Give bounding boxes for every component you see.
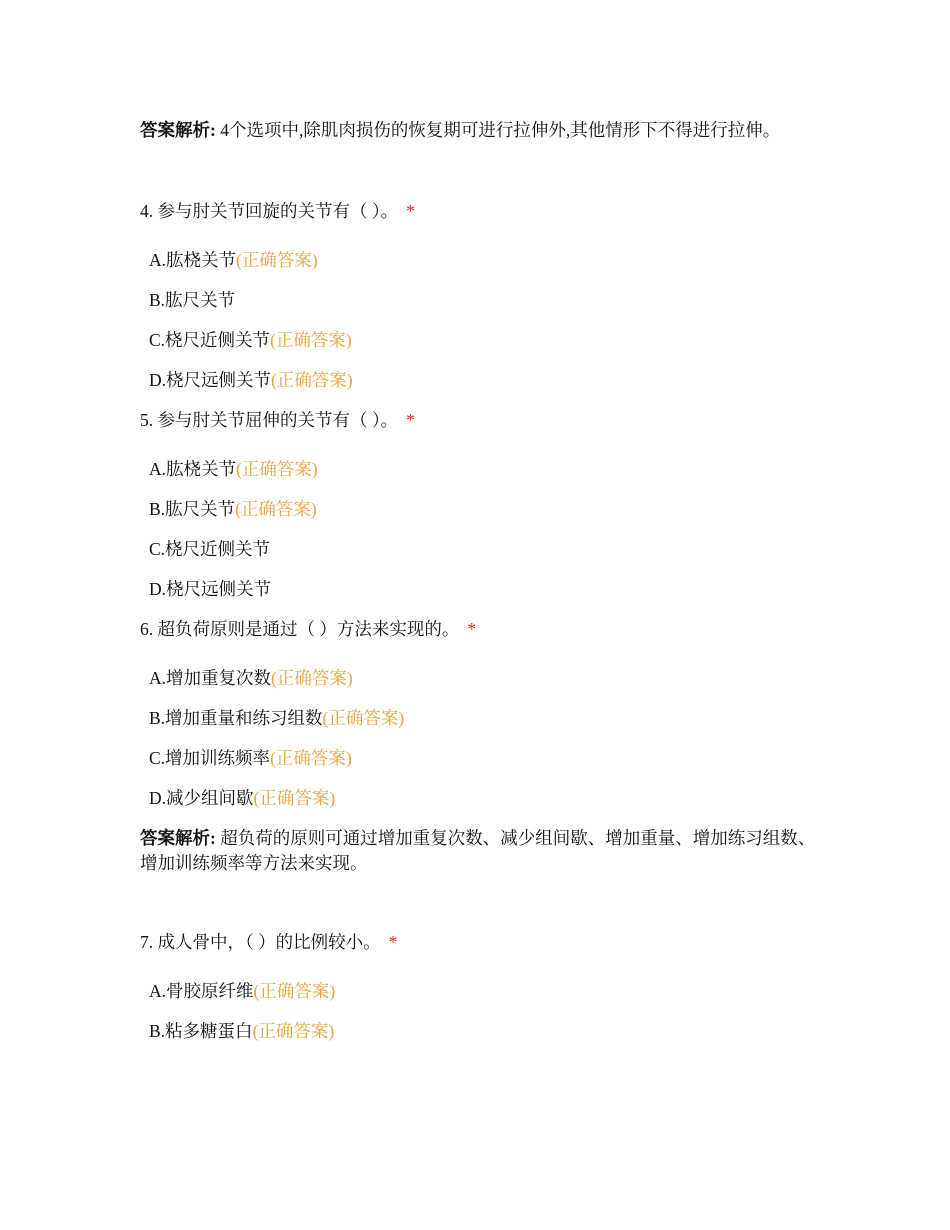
correct-answer-tag: (正确答案)	[253, 788, 336, 808]
analysis-text: 4个选项中,除肌肉损伤的恢复期可进行拉伸外,其他情形下不得进行拉伸。	[220, 120, 781, 140]
option-a	[149, 979, 820, 1019]
question-text: 5. 参与肘关节屈伸的关节有（ ）。	[140, 410, 399, 430]
question-5	[140, 408, 820, 617]
correct-answer-tag: (正确答案)	[270, 330, 352, 350]
answer-analysis-q3	[140, 118, 820, 143]
option-text: B.肱尺关节	[149, 499, 236, 519]
option-a	[149, 666, 820, 706]
option-text: B.肱尺关节	[149, 290, 236, 310]
correct-answer-tag: (正确答案)	[236, 250, 318, 270]
correct-answer-tag: (正确答案)	[271, 370, 353, 390]
option-text: A.骨胶原纤维	[149, 981, 254, 1001]
question-title	[140, 199, 820, 223]
option-b	[149, 1019, 820, 1059]
option-b	[149, 497, 820, 537]
option-c	[149, 746, 820, 786]
question-7	[140, 930, 820, 1059]
option-d	[149, 577, 820, 617]
question-text: 6. 超负荷原则是通过（ ）方法来实现的。	[140, 619, 460, 639]
question-title	[140, 617, 820, 641]
option-c	[149, 537, 820, 577]
required-mark: *	[406, 410, 415, 430]
option-text: D.桡尺远侧关节	[149, 370, 272, 390]
option-d	[149, 368, 820, 408]
option-text: B.增加重量和练习组数	[149, 708, 323, 728]
option-text: B.粘多糖蛋白	[149, 1021, 253, 1041]
analysis-text: 超负荷的原则可通过增加重复次数、减少组间歇、增加重量、增加练习组数、增加训练频率等方法来实现。	[140, 828, 816, 873]
option-text: A.肱桡关节	[149, 459, 237, 479]
required-mark: *	[388, 932, 398, 952]
correct-answer-tag: (正确答案)	[271, 668, 353, 688]
analysis-label: 答案解析:	[140, 828, 216, 848]
required-mark: *	[467, 619, 477, 639]
correct-answer-tag: (正确答案)	[252, 1021, 335, 1041]
option-text: A.增加重复次数	[149, 668, 272, 688]
question-6	[140, 617, 820, 826]
option-b	[149, 706, 820, 746]
required-mark: *	[406, 201, 415, 221]
question-title	[140, 408, 820, 432]
option-b	[149, 288, 820, 328]
question-title	[140, 930, 820, 954]
option-a	[149, 248, 820, 288]
option-c	[149, 328, 820, 368]
correct-answer-tag: (正确答案)	[270, 748, 352, 768]
option-text: D.桡尺远侧关节	[149, 579, 272, 599]
analysis-label: 答案解析:	[140, 120, 216, 140]
option-text: C.桡尺近侧关节	[149, 539, 271, 559]
option-d	[149, 786, 820, 826]
question-text: 7. 成人骨中，（ ）的比例较小。	[140, 932, 381, 952]
correct-answer-tag: (正确答案)	[235, 499, 317, 519]
option-a	[149, 457, 820, 497]
correct-answer-tag: (正确答案)	[253, 981, 336, 1001]
option-text: A.肱桡关节	[149, 250, 237, 270]
question-text: 4. 参与肘关节回旋的关节有（ ）。	[140, 201, 399, 221]
question-4	[140, 199, 820, 408]
option-text: D.减少组间歇	[149, 788, 254, 808]
correct-answer-tag: (正确答案)	[236, 459, 318, 479]
document-page	[140, 118, 820, 1059]
option-text: C.桡尺近侧关节	[149, 330, 271, 350]
answer-analysis-q6	[140, 826, 820, 876]
option-text: C.增加训练频率	[149, 748, 271, 768]
correct-answer-tag: (正确答案)	[322, 708, 405, 728]
